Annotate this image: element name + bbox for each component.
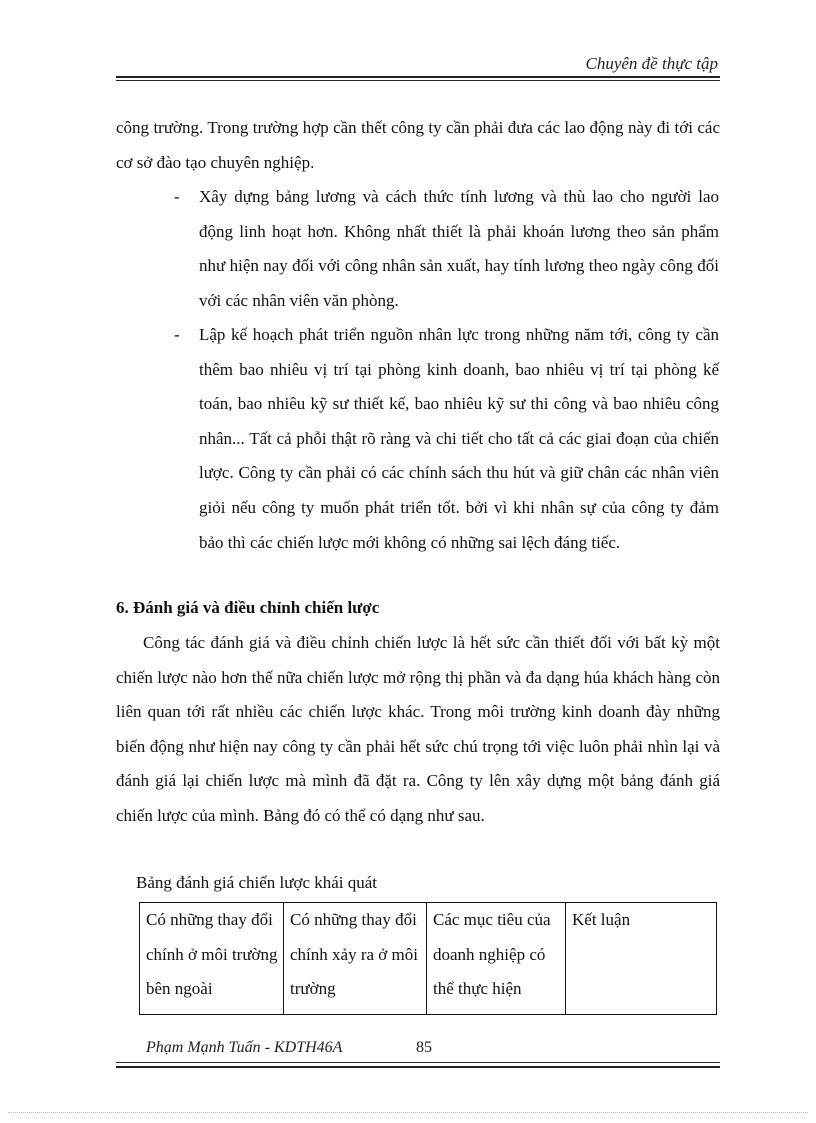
bullet-text: Xây dựng bảng lương và cách thức tính lương và thù lao cho người lao động linh hoạt hơn. Không nhất thiết là phải khoán lương theo sản phẩm như hiện nay đối với công nhân sản xuất, hay tính lương theo ngày công đối với các nhân viên văn phòng.	[199, 187, 719, 310]
table-header-cell: Các mục tiêu của doanh nghiệp có thể thực hiện	[427, 903, 566, 1015]
footer-author: Phạm Mạnh Tuấn - KDTH46A	[146, 1039, 343, 1056]
bullet-dash: -	[174, 187, 180, 206]
page-number: 85	[416, 1039, 432, 1056]
table-header-cell: Kết luận	[566, 903, 717, 1015]
table-header-cell: Có những thay đổi chính xảy ra ở môi trường	[284, 903, 427, 1015]
table-header-cell: Có những thay đổi chính ở môi trường bên ngoài	[140, 903, 284, 1015]
section-heading: 6. Đánh giá và điều chỉnh chiến lược	[116, 598, 380, 617]
paragraph-top: công trường. Trong trường hợp cần thết công ty cần phải đưa các lao động này đi tới các cơ sở đào tạo chuyên nghiệp.	[116, 118, 720, 172]
bullet-text: Lập kế hoạch phát triển nguồn nhân lực trong những năm tới, công ty cần thêm bao nhiêu vị trí tại phòng kinh doanh, bao nhiêu vị trí tại phòng kế toán, bao nhiêu kỹ sư thiết kế, bao nhiêu kỹ sư thi công và bao nhiêu công nhân... Tất cả phỗi thật rõ ràng và chi tiết cho tất cả các giai đoạn của chiến lược. Công ty cần phải có các chính sách thu hút và giữ chân các nhân viên giỏi nếu công ty muốn phát triển tốt. bởi vì khi nhân sự của công ty đảm bảo thì các chiến lược mới không có những sai lệch đáng tiếc.	[199, 325, 719, 552]
header-title: Chuyên đề thực tập	[585, 54, 718, 73]
page-edge-dotted-line	[8, 1112, 808, 1113]
footer-rule-top	[116, 1062, 720, 1063]
table-header-row	[140, 903, 717, 1015]
footer-rule-bottom	[116, 1066, 720, 1068]
section-body: Công tác đánh giá và điều chỉnh chiến lược là hết sức cần thiết đối với bất kỳ một chiến lược nào hơn thế nữa chiến lược mở rộng thị phần và đa dạng húa khách hàng còn liên quan tới rất nhiều các chiến lược khác. Trong môi trường kinh doanh đày những biến động như hiện nay công ty cần phải hết sức chú trọng tới việc luôn phải nhìn lại và đánh giá lại chiến lược mà mình đã đặt ra. Công ty lên xây dựng một bảng đánh giá chiến lược của mình. Bảng đó có thể có dạng như sau.	[116, 633, 720, 825]
header-rule-bottom	[116, 80, 720, 81]
bullet-dash: -	[174, 325, 180, 344]
strategy-evaluation-table	[139, 902, 717, 1015]
header-rule-top	[116, 76, 720, 78]
table-caption: Bảng đánh giá chiến lược khái quát	[136, 873, 378, 892]
